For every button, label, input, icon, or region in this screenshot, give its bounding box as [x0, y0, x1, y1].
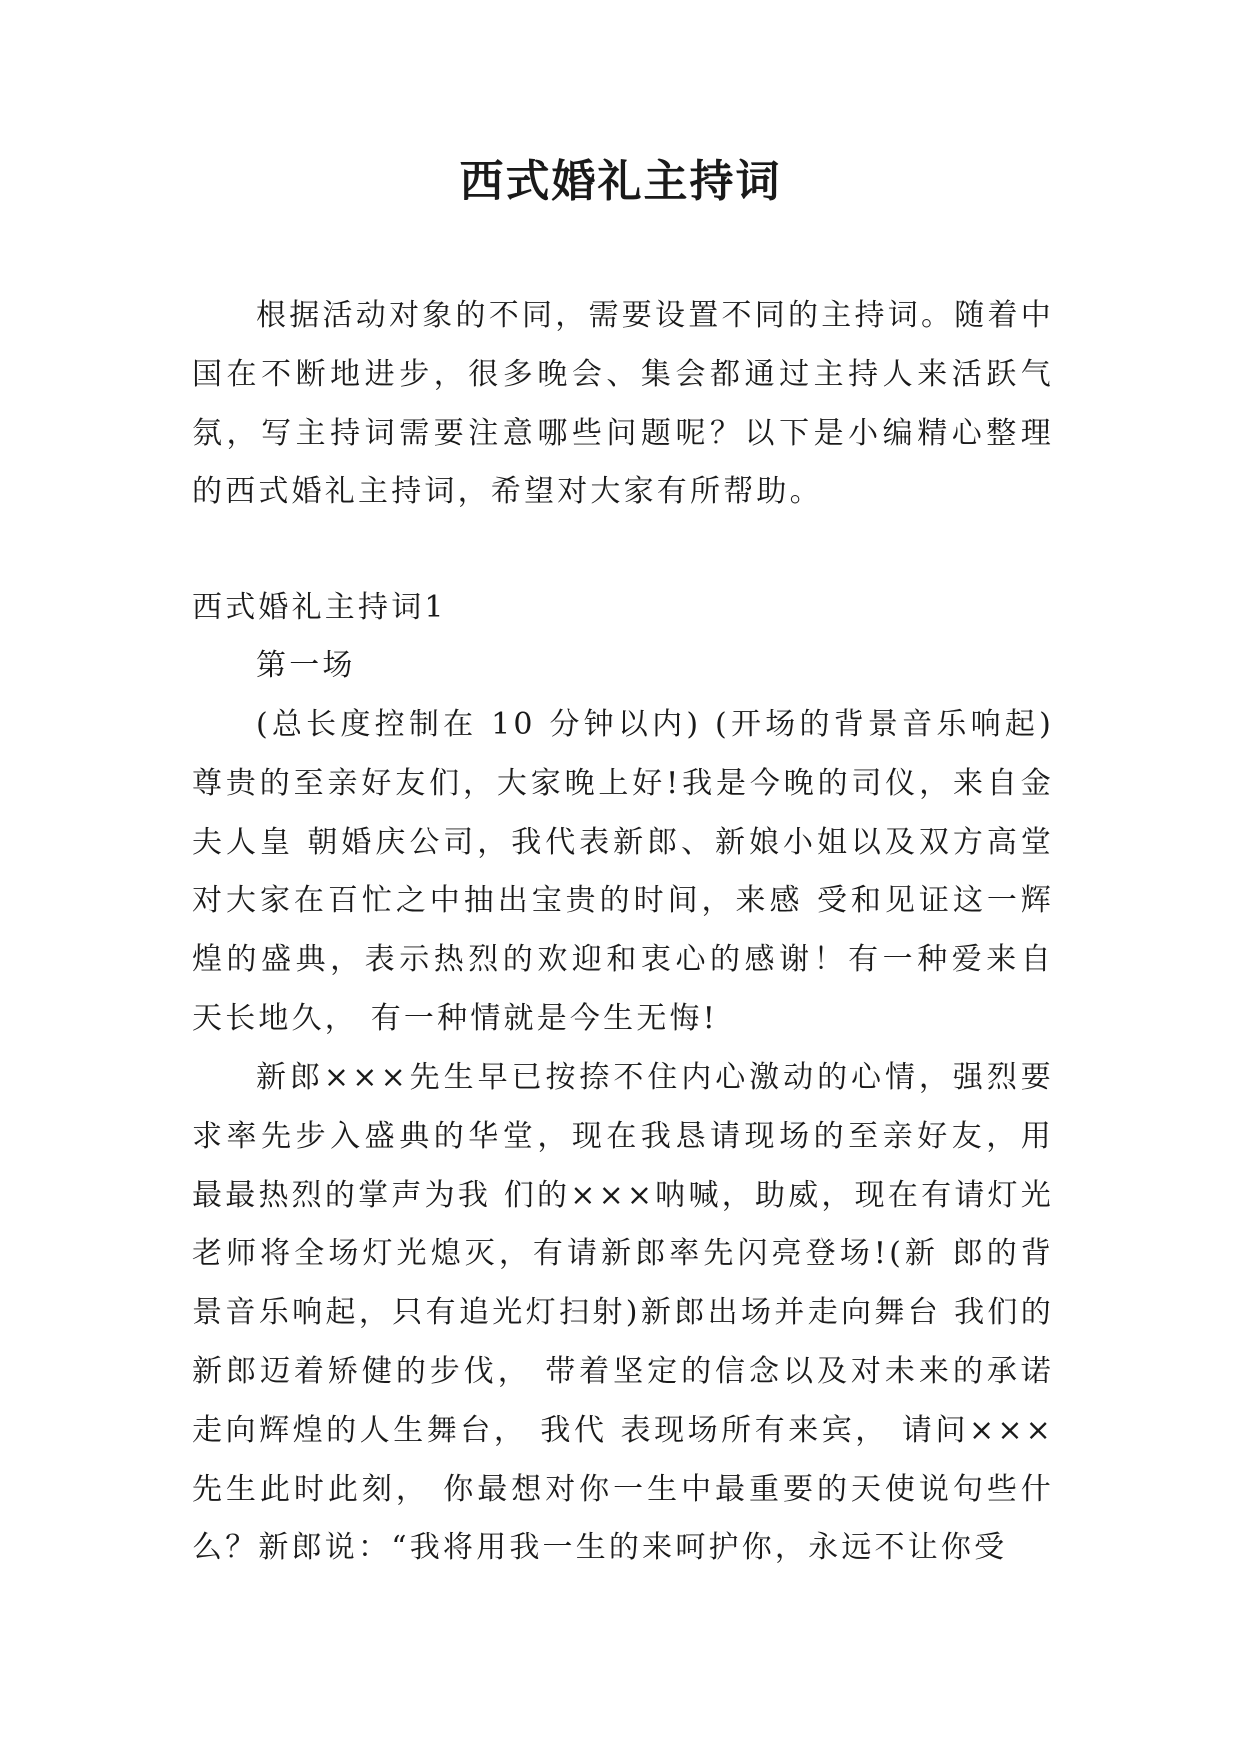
intro-paragraph: 根据活动对象的不同，需要设置不同的主持词。随着中国在不断地进步，很多晚会、集会都通过主持人来活跃气氛，写主持词需要注意哪些问题呢？以下是小编精心整理的西式婚礼主持词，希望对大家有所帮助。	[192, 298, 1054, 510]
scene-heading: 第一场	[256, 648, 356, 683]
body-paragraph: (总长度控制在 10 分钟以内) (开场的背景音乐响起) 尊贵的至亲好友们，大家晚上好!我是今晚的司仪，来自金夫人皇 朝婚庆公司，我代表新郎、新娘小姐以及双方高堂对大家在百忙之中抽出宝贵的时间，来感 受和见证这一辉煌的盛典，表示热烈的欢迎和衷心的感谢！有一种爱来自天长地久， 有一种情就是今生无悔!	[192, 707, 1054, 1036]
document-title: 西式婚礼主持词	[459, 156, 782, 207]
section-heading: 西式婚礼主持词1	[192, 590, 447, 625]
body-paragraph: 新郎×××先生早已按捺不住内心激动的心情，强烈要求率先步入盛典的华堂，现在我恳请现场的至亲好友，用最最热烈的掌声为我 们的×××呐喊，助威，现在有请灯光老师将全场灯光熄灭，有请新郎率先闪亮登场!(新 郎的背景音乐响起，只有追光灯扫射)新郎出场并走向舞台 我们的新郎迈着矫健的步伐， 带着坚定的信念以及对未来的承诺走向辉煌的人生舞台， 我代 表现场所有来宾， 请问×××先生此时此刻， 你最想对你一生中最重要的天使说句些什么？新郎说：“我将用我一生的来呵护你，永远不让你受	[192, 1060, 1054, 1566]
